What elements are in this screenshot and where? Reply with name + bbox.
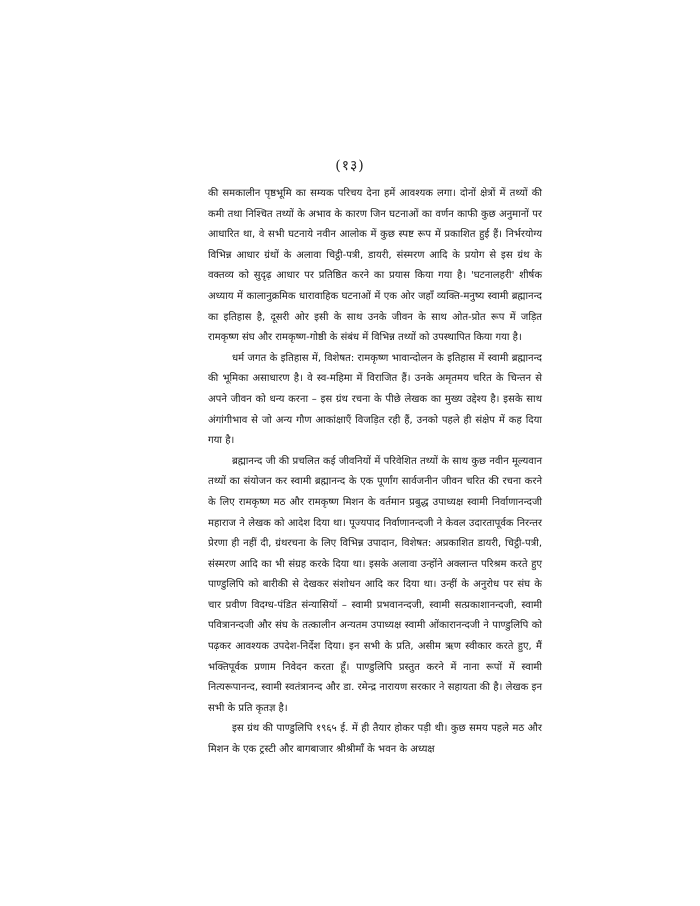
- paragraph-3: ब्रह्मानन्द जी की प्रचलित कई जीवनियों में परिवेशित तथ्यों के साथ कुछ नवीन मूल्यवान तथ्यों का संयोजन कर स्वामी ब्रह्मानन्द के एक पूर्णांग सार्वजनीन जीवन चरित की रचना करने के लिए रामकृष्ण मठ और रामकृष्ण मिशन के वर्तमान प्रबुद्ध उपाध्यक्ष स्वामी निर्वाणानन्दजी महाराज ने लेखक को आदेश दिया था। पूज्यपाद निर्वाणानन्दजी ने केवल उदारतापूर्वक निरन्तर प्रेरणा ही नहीं दी, ग्रंथरचना के लिए विभिन्न उपादान, विशेषत: अप्रकाशित डायरी, चिट्ठी-पत्री, संस्मरण आदि का भी संग्रह करके दिया था। इसके अलावा उन्होंने अक्लान्त परिश्रम करते हुए पाण्डुलिपि को बारीकी से देखकर संशोधन आदि कर दिया था। उन्हीं के अनुरोध पर संघ के चार प्रवीण विदग्ध-पंडित संन्यासियों – स्वामी प्रभवानन्दजी, स्वामी सत्प्रकाशानन्दजी, स्वामी पवित्रानन्दजी और संघ के तत्कालीन अन्यतम उपाध्यक्ष स्वामी ओंकारानन्दजी ने पाण्डुलिपि को पढ़कर आवश्यक उपदेश-निर्देश दिया। इन सभी के प्रति, असीम ऋण स्वीकार करते हुए, मैं भक्तिपूर्वक प्रणाम निवेदन करता हूँ। पाण्डुलिपि प्रस्तुत करने में नाना रूपों में स्वामी नित्यरूपानन्द, स्वामी स्वतंत्रानन्द और डा. रमेन्द्र नारायण सरकार ने सहायता की है। लेखक इन सभी के प्रति कृतज्ञ है।: [208, 455, 542, 714]
- paragraph-1: की समकालीन पृष्ठभूमि का सम्यक परिचय देना हमें आवश्यक लगा। दोनों क्षेत्रों में तथ्यों की कमी तथा निश्चित तथ्यों के अभाव के कारण जिन घटनाओं का वर्णन काफी कुछ अनुमानों पर आधारित था, वे सभी घटनाये नवीन आलोक में कुछ स्पष्ट रूप में प्रकाशित हुई हैं। निर्भरयोग्य विभिन्न आधार ग्रंथों के अलावा चिट्ठी-पत्री, डायरी, संस्मरण आदि के प्रयोग से इस ग्रंथ के वक्तव्य को सुदृढ़ आधार पर प्रतिष्ठित करने का प्रयास किया गया है। 'घटनालहरी' शीर्षक अध्याय में कालानुक्रमिक धारावाहिक घटनाओं में एक ओर जहाँ व्यक्ति-मनुष्य स्वामी ब्रह्मानन्द का इतिहास है, दूसरी ओर इसी के साथ उनके जीवन के साथ ओत-प्रोत रूप में जड़ित रामकृष्ण संघ और रामकृष्ण-गोष्ठी के संबंध में विभिन्न तथ्यों को उपस्थापित किया गया है।: [208, 188, 542, 344]
- paragraph-4: इस ग्रंथ की पाण्डुलिपि १९६५ ई. में ही तैयार होकर पड़ी थी। कुछ समय पहले मठ और मिशन के एक ट्रस्टी और बागबाजार श्रीश्रीमाँ के भवन के अध्यक्ष: [208, 723, 542, 756]
- page-number: (१३): [335, 158, 365, 174]
- paragraph-2: धर्म जगत के इतिहास में, विशेषत: रामकृष्ण भावान्दोलन के इतिहास में स्वामी ब्रह्मानन्द की भूमिका असाधारण है। वे स्व-महिमा में विराजित हैं। उनके अमृतमय चरित के चिन्तन से अपने जीवन को धन्य करना – इस ग्रंथ रचना के पीछे लेखक का मुख्य उद्देश्य है। इसके साथ अंगांगीभाव से जो अन्य गौण आकांक्षाएँ विजड़ित रही हैं, उनको पहले ही संक्षेप में कह दिया गया है।: [208, 352, 542, 447]
- body-text: [208, 184, 542, 761]
